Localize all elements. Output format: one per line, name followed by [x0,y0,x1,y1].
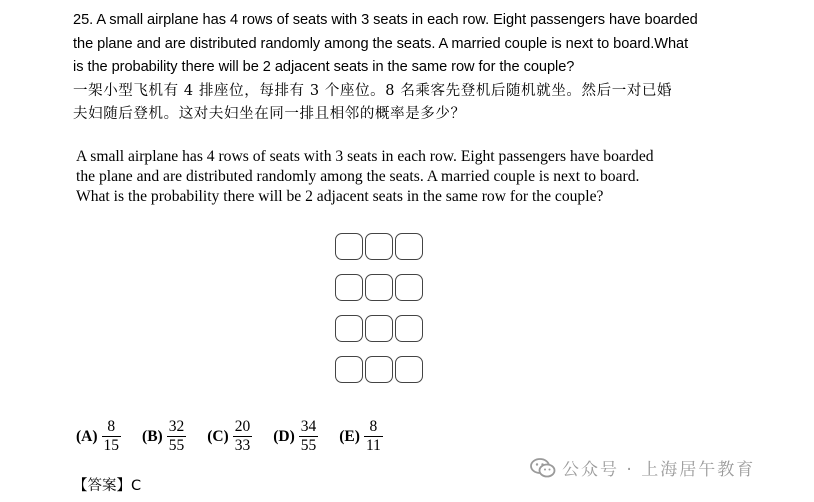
watermark-text: 公众号 · 上海居午教育 [562,460,756,480]
question-english-line: the plane and are distributed randomly among the seats. A married couple is next to board.What [73,35,689,52]
question-english-line: 25. A small airplane has 4 rows of seats with 3 seats in each row. Eight passengers have boarded [73,12,698,28]
answer-line [73,474,141,495]
choice-fraction [233,418,253,455]
choice-fraction [102,418,122,455]
seat [395,233,423,260]
original-problem-line: the plane and are distributed randomly among the seats. A married couple is next to board. [76,168,640,186]
question-chinese-line: 一架小型飞机有 4 排座位，每排有 3 个座位。8 名乘客先登机后随机就坐。然后一对已婚 [73,82,673,99]
choice-letter: (A) [76,427,98,445]
seat [395,356,423,383]
original-problem-line: A small airplane has 4 rows of seats with 3 seats in each row. Eight passengers have boarded [76,148,654,165]
seat-row [335,274,423,301]
answer-choices [76,418,404,455]
choice-letter: (B) [142,427,163,445]
answer-value: C [131,478,142,494]
fraction-numerator: 8 [369,418,378,435]
choice-fraction [167,418,187,455]
answer-label: 【答案】 [73,478,131,494]
fraction-denominator: 11 [365,437,381,454]
choice-fraction [299,418,319,455]
seat [335,315,363,342]
seat [365,274,393,301]
seat-row [335,356,423,383]
choice-letter: (D) [273,427,295,445]
question-chinese-line: 夫妇随后登机。这对夫妇坐在同一排且相邻的概率是多少？ [73,106,466,122]
choice-letter: (E) [339,427,360,445]
seat [335,274,363,301]
question-text-block [73,9,773,127]
seat [365,356,393,383]
choice-c [207,418,252,455]
fraction-denominator: 55 [300,437,317,454]
fraction-denominator: 55 [168,437,185,454]
choice-b [142,418,186,455]
original-problem-line: What is the probability there will be 2 adjacent seats in the same row for the couple? [76,188,604,206]
choice-letter: (C) [207,427,229,445]
seat [365,233,393,260]
choice-a [76,418,121,455]
seat [335,233,363,260]
question-english-line: is the probability there will be 2 adjacent seats in the same row for the couple? [73,59,575,75]
fraction-denominator: 33 [234,437,251,454]
fraction-numerator: 8 [107,418,116,435]
seat [395,315,423,342]
fraction-numerator: 20 [234,418,251,435]
seat-row [335,233,423,260]
seat-diagram [335,233,423,397]
choice-fraction [364,418,383,455]
fraction-numerator: 34 [300,418,317,435]
seat [365,315,393,342]
seat [395,274,423,301]
seat-row [335,315,423,342]
fraction-denominator: 15 [103,437,120,454]
watermark [530,455,755,480]
fraction-numerator: 32 [168,418,185,435]
wechat-icon [530,458,556,478]
choice-d [273,418,318,455]
choice-e [339,418,383,455]
seat [335,356,363,383]
original-problem-block [76,147,736,208]
